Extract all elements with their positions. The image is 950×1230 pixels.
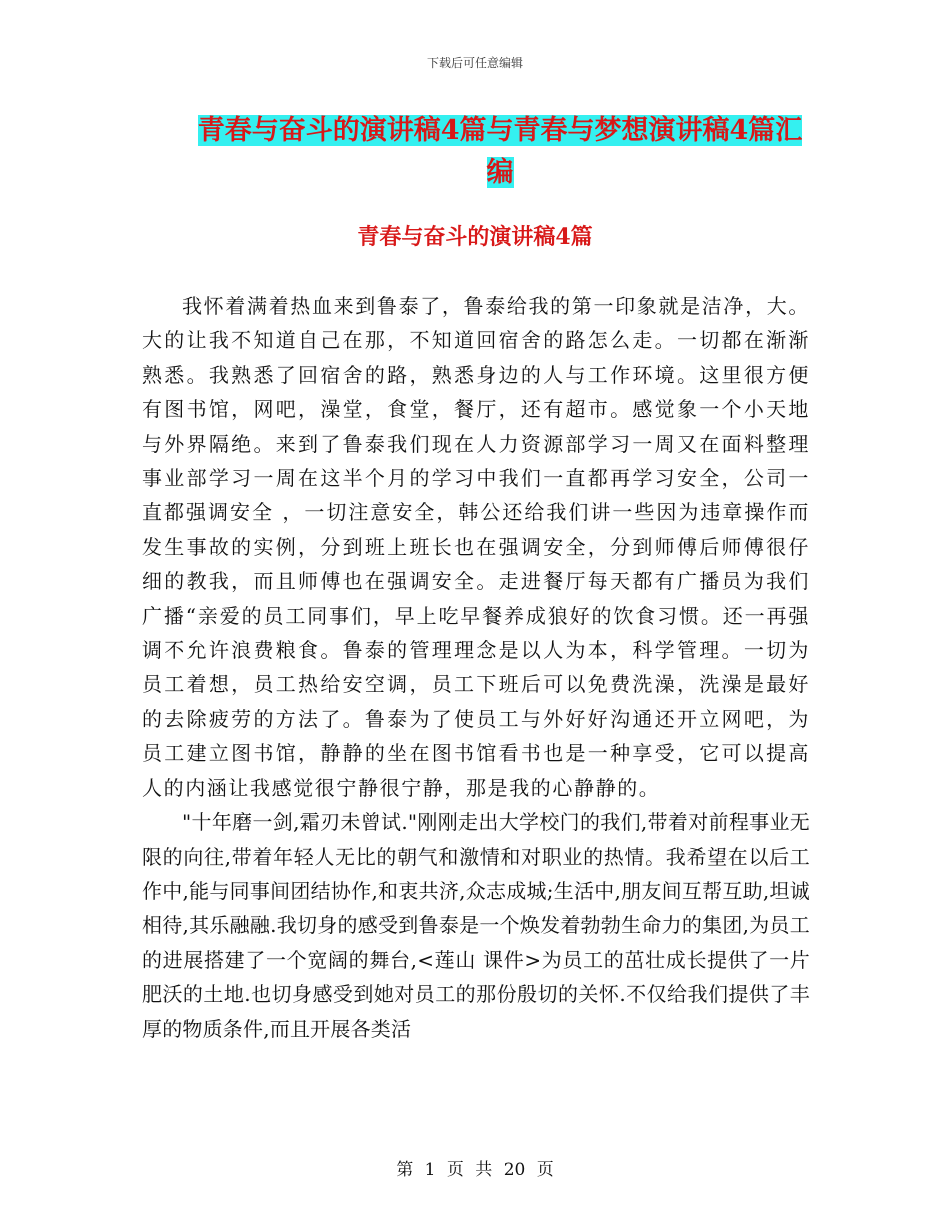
page-number: 第 1 页 共 20 页: [396, 1160, 554, 1180]
section-title: 青春与奋斗的演讲稿4篇: [357, 224, 593, 250]
paragraph-2: "十年磨一剑,霜刃未曾试."刚刚走出大学校门的我们,带着对前程事业无限的向往,带着年轻人无比的朝气和激情和对职业的热情。我希望在以后工作中,能与同事间团结协作,和衷共济,众志成城;生活中,朋友间互帮互助,坦诚相待,其乐融融.我切身的感受到鲁泰是一个焕发着勃勃生命力的集团,为员工的进展搭建了一个宽阔的舞台,<莲山 课件>为员工的茁壮成长提供了一片肥沃的土地.也切身感受到她对员工的那份殷切的关怀.不仅给我们提供了丰厚的物质条件,而且开展各类活: [142, 810, 810, 1041]
header-note: 下载后可任意编辑: [426, 56, 523, 70]
document-title-text: 青春与奋斗的演讲稿4篇与青春与梦想演讲稿4篇汇编: [197, 115, 803, 188]
document-body: [142, 289, 810, 1046]
paragraph-1: 我怀着满着热血来到鲁泰了，鲁泰给我的第一印象就是洁净，大。大的让我不知道自己在那，不知道回宿舍的路怎么走。一切都在渐渐熟悉。我熟悉了回宿舍的路，熟悉身边的人与工作环境。这里很方便有图书馆，网吧，澡堂，食堂，餐厅，还有超市。感觉象一个小天地与外界隔绝。来到了鲁泰我们现在人力资源部学习一周又在面料整理事业部学习一周在这半个月的学习中我们一直都再学习安全，公司一直都强调安全 ，一切注意安全，韩公还给我们讲一些因为违章操作而发生事故的实例，分到班上班长也在强调安全，分到师傅后师傅很仔细的教我，而且师傅也在强调安全。走进餐厅每天都有广播员为我们广播“亲爱的员工同事们，早上吃早餐养成狼好的饮食习惯。还一再强调不允许浪费粮食。鲁泰的管理理念是以人为本，科学管理。一切为员工着想，员工热给安空调，员工下班后可以免费洗澡，洗澡是最好的去除疲劳的方法了。鲁泰为了使员工与外好好沟通还开立网吧，为员工建立图书馆，静静的坐在图书馆看书也是一种享受，它可以提高人的内涵让我感觉很宁静很宁静，那是我的心静静的。: [142, 294, 810, 800]
document-title: [195, 110, 805, 194]
